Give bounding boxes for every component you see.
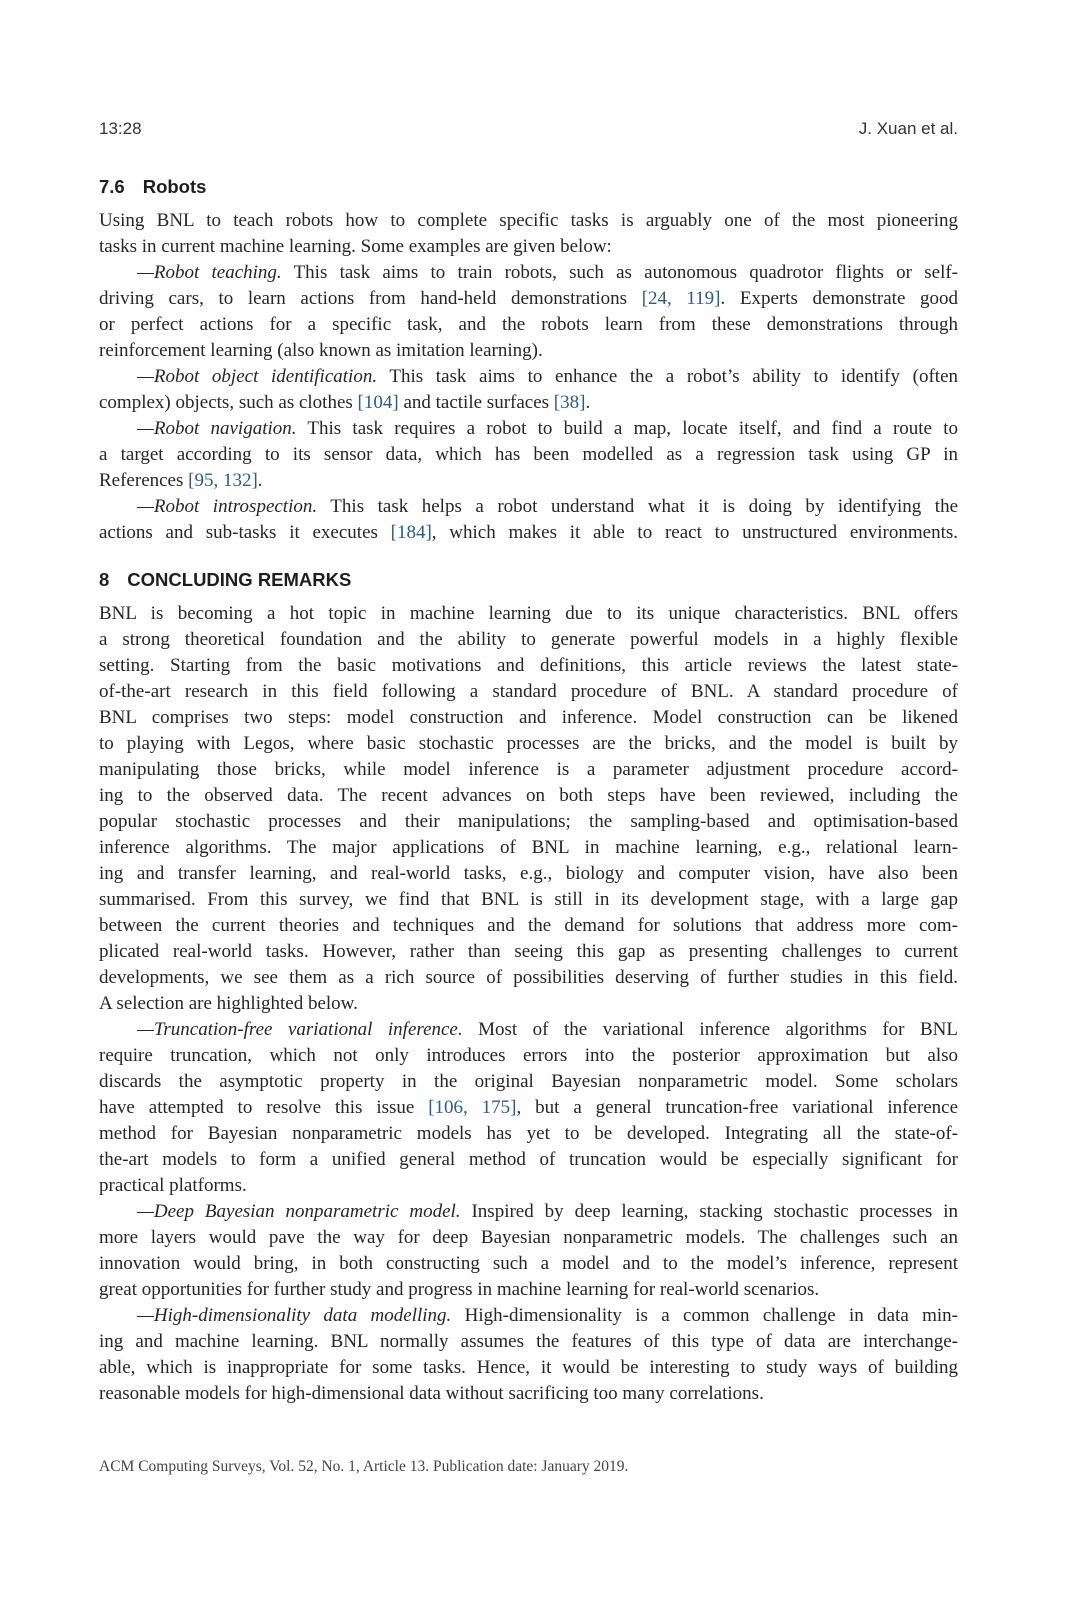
text-line: plicated real-world tasks. However, rather than seeing this gap as presenting challenges to current: [99, 941, 958, 962]
text-line: manipulating those bricks, while model inference is a parameter adjustment procedure accord-: [99, 759, 958, 780]
item-label: —Truncation-free variational inference.: [137, 1019, 463, 1040]
section-number: 8: [99, 569, 110, 590]
item-label: —Robot navigation.: [137, 418, 297, 439]
text-line: able, which is inappropriate for some tasks. Hence, it would be interesting to study ways of building: [99, 1357, 958, 1378]
text-line: ing and transfer learning, and real-world tasks, e.g., biology and computer vision, have also been: [99, 863, 958, 884]
item-label: —Robot introspection.: [137, 496, 318, 517]
list-item-robot-introspection: —Robot introspection. This task helps a robot understand what it is doing by identifying the: [137, 496, 958, 517]
journal-footer: ACM Computing Surveys, Vol. 52, No. 1, Article 13. Publication date: January 2019.: [99, 1458, 629, 1475]
list-item-truncation-free: —Truncation-free variational inference. Most of the variational inference algorithms for BNL: [137, 1019, 958, 1040]
text-line: great opportunities for further study and progress in machine learning for real-world scenarios.: [99, 1279, 820, 1300]
text-line: A selection are highlighted below.: [99, 993, 358, 1014]
text-line: BNL comprises two steps: model construction and inference. Model construction can be likened: [99, 707, 958, 728]
text-line: Using BNL to teach robots how to complete specific tasks is arguably one of the most pioneering: [99, 210, 958, 231]
citation-link[interactable]: [95, 132]: [188, 470, 258, 491]
item-label: —Robot teaching.: [137, 262, 282, 283]
list-item-high-dimensionality: —High-dimensionality data modelling. High-dimensionality is a common challenge in data min-: [137, 1305, 958, 1326]
text-line: summarised. From this survey, we find that BNL is still in its development stage, with a large gap: [99, 889, 958, 910]
list-item-deep-bayesian: —Deep Bayesian nonparametric model. Inspired by deep learning, stacking stochastic processes in: [137, 1201, 958, 1222]
text-line: complex) objects, such as clothes [104] and tactile surfaces [38].: [99, 392, 591, 413]
text-line: inference algorithms. The major applications of BNL in machine learning, e.g., relational learn-: [99, 837, 958, 858]
list-item-robot-object-identification: —Robot object identification. This task aims to enhance the a robot’s ability to identify (often: [137, 366, 958, 387]
page-number: 13:28: [99, 119, 142, 138]
text-line: a strong theoretical foundation and the ability to generate powerful models in a highly flexible: [99, 629, 958, 650]
citation-link[interactable]: [24, 119]: [641, 288, 721, 309]
text-line: or perfect actions for a specific task, and the robots learn from these demonstrations through: [99, 314, 958, 335]
item-label: —Robot object identification.: [137, 366, 378, 387]
text-line: driving cars, to learn actions from hand-held demonstrations [24, 119]. Experts demonstrate good: [99, 288, 958, 309]
section-heading-7-6: [99, 176, 206, 198]
text-line: ing and machine learning. BNL normally assumes the features of this type of data are interchange-: [99, 1331, 958, 1352]
text-line: have attempted to resolve this issue [106, 175], but a general truncation-free variational inference: [99, 1097, 958, 1118]
list-item-robot-teaching: —Robot teaching. This task aims to train robots, such as autonomous quadrotor flights or self-: [137, 262, 958, 283]
item-label: —High-dimensionality data modelling.: [137, 1305, 452, 1326]
text-line: of-the-art research in this field following a standard procedure of BNL. A standard procedure of: [99, 681, 958, 702]
text-line: a target according to its sensor data, which has been modelled as a regression task using GP in: [99, 444, 958, 465]
text-line: popular stochastic processes and their manipulations; the sampling-based and optimisation-based: [99, 811, 958, 832]
text-line: tasks in current machine learning. Some examples are given below:: [99, 236, 612, 257]
item-label: —Deep Bayesian nonparametric model.: [137, 1201, 461, 1222]
citation-link[interactable]: [38]: [553, 392, 586, 413]
text-line: reinforcement learning (also known as imitation learning).: [99, 340, 543, 361]
section-8-body: [99, 601, 958, 1407]
text-line: the-art models to form a unified general method of truncation would be especially significant for: [99, 1149, 958, 1170]
text-line: between the current theories and techniques and the demand for solutions that address more com-: [99, 915, 958, 936]
citation-link[interactable]: [104]: [357, 392, 399, 413]
text-line: BNL is becoming a hot topic in machine learning due to its unique characteristics. BNL offers: [99, 603, 958, 624]
section-title: CONCLUDING REMARKS: [127, 569, 352, 590]
text-line: discards the asymptotic property in the original Bayesian nonparametric model. Some scholars: [99, 1071, 958, 1092]
text-line: actions and sub-tasks it executes [184], which makes it able to react to unstructured environments.: [99, 522, 958, 543]
section-heading-8: [99, 569, 351, 591]
text-line: more layers would pave the way for deep Bayesian nonparametric models. The challenges such an: [99, 1227, 958, 1248]
citation-link[interactable]: [184]: [390, 522, 432, 543]
list-item-robot-navigation: —Robot navigation. This task requires a robot to build a map, locate itself, and find a route to: [137, 418, 958, 439]
section-number: 7.6: [99, 176, 125, 197]
text-line: to playing with Legos, where basic stochastic processes are the bricks, and the model is built by: [99, 733, 958, 754]
text-line: setting. Starting from the basic motivations and definitions, this article reviews the latest state-: [99, 655, 958, 676]
text-line: reasonable models for high-dimensional data without sacrificing too many correlations.: [99, 1383, 764, 1404]
text-line: developments, we see them as a rich source of possibilities deserving of further studies in this field.: [99, 967, 958, 988]
text-line: innovation would bring, in both constructing such a model and to the model’s inference, represent: [99, 1253, 958, 1274]
text-line: References [95, 132].: [99, 470, 263, 491]
citation-link[interactable]: [106, 175]: [428, 1097, 517, 1118]
text-line: practical platforms.: [99, 1175, 247, 1196]
section-7-6-body: [99, 208, 958, 546]
running-head: [99, 117, 958, 143]
text-line: method for Bayesian nonparametric models has yet to be developed. Integrating all the state-of-: [99, 1123, 958, 1144]
author-running-title: J. Xuan et al.: [858, 119, 958, 138]
section-title: Robots: [142, 176, 207, 197]
text-line: ing to the observed data. The recent advances on both steps have been reviewed, including the: [99, 785, 958, 806]
text-line: require truncation, which not only introduces errors into the posterior approximation but also: [99, 1045, 958, 1066]
